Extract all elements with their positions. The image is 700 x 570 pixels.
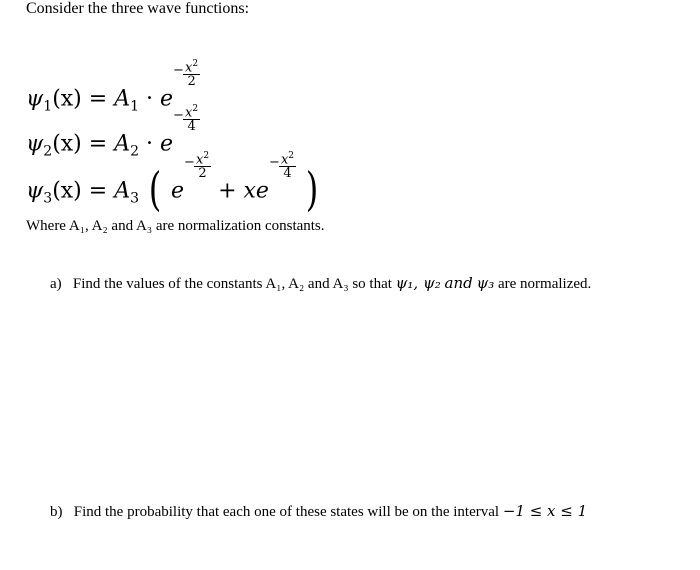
exponent-numerator: $x^2$	[280, 151, 295, 168]
equals-sign: =	[88, 131, 108, 157]
exponent-numerator: $x^2$	[196, 151, 210, 168]
exponent-minus: −	[173, 63, 184, 78]
exponent-minus: −	[184, 155, 195, 170]
argument: (x)	[52, 178, 82, 204]
left-paren: (	[148, 162, 162, 217]
exp-base: e	[160, 86, 174, 112]
dot-operator: ·	[146, 131, 154, 157]
exponent-fraction	[173, 103, 200, 135]
question-b-interval: −1 ≤ x ≤ 1	[502, 502, 588, 520]
question-a-tail: are normalized.	[498, 276, 592, 292]
equals-sign: =	[88, 86, 108, 112]
question-a-text: Find the values of the constants A₁, A₂ and A₃ so that	[72, 276, 392, 292]
question-b-label: b)	[50, 504, 63, 520]
exp-base: e	[170, 178, 184, 204]
right-paren: )	[305, 162, 319, 217]
constant-index: 1	[130, 98, 140, 115]
exponent-denominator: 2	[194, 166, 211, 180]
psi-index: 3	[43, 190, 53, 207]
question-a-label: a)	[50, 276, 62, 292]
question-a-psis: ψ₁, ψ₂	[395, 274, 441, 292]
constant-index: 2	[130, 143, 140, 160]
x-e-term: xe	[243, 178, 269, 204]
psi-symbol: ψ	[26, 131, 44, 157]
exponent-minus: −	[268, 155, 280, 170]
dot-operator: ·	[146, 86, 154, 112]
equals-sign: =	[88, 178, 108, 204]
exponent-numerator: $x^2$	[185, 104, 199, 121]
exponent-numerator: $x^2$	[185, 59, 199, 76]
psi-symbol: ψ	[26, 86, 44, 112]
constant-a: A	[114, 131, 131, 157]
exp-base: e	[160, 131, 174, 157]
exponent-fraction	[184, 150, 211, 182]
argument: (x)	[52, 86, 82, 112]
psi-index: 2	[43, 143, 53, 160]
exponent-minus: −	[173, 108, 184, 123]
question-a-psi3: ψ₃	[476, 274, 495, 292]
equation-psi3	[26, 150, 321, 217]
psi-symbol: ψ	[26, 178, 44, 204]
argument: (x)	[52, 131, 82, 157]
exponent-fraction	[268, 150, 296, 182]
question-b	[50, 502, 587, 521]
normalization-note: Where A₁, A₂ and A₃ are normalization constants.	[26, 218, 325, 234]
exponent-denominator: 4	[183, 119, 200, 133]
exponent-denominator: 2	[183, 74, 200, 88]
intro-text: Consider the three wave functions:	[26, 0, 250, 17]
constant-a: A	[114, 178, 131, 204]
psi-index: 1	[43, 98, 53, 115]
question-b-text: Find the probability that each one of these states will be on the interval	[73, 504, 500, 520]
constant-index: 3	[130, 190, 140, 207]
question-a-and: and	[444, 274, 473, 292]
exponent-denominator: 4	[279, 166, 296, 180]
constant-a: A	[114, 86, 131, 112]
exponent-fraction	[173, 58, 200, 90]
plus-sign: +	[218, 178, 237, 204]
question-a	[50, 274, 591, 293]
